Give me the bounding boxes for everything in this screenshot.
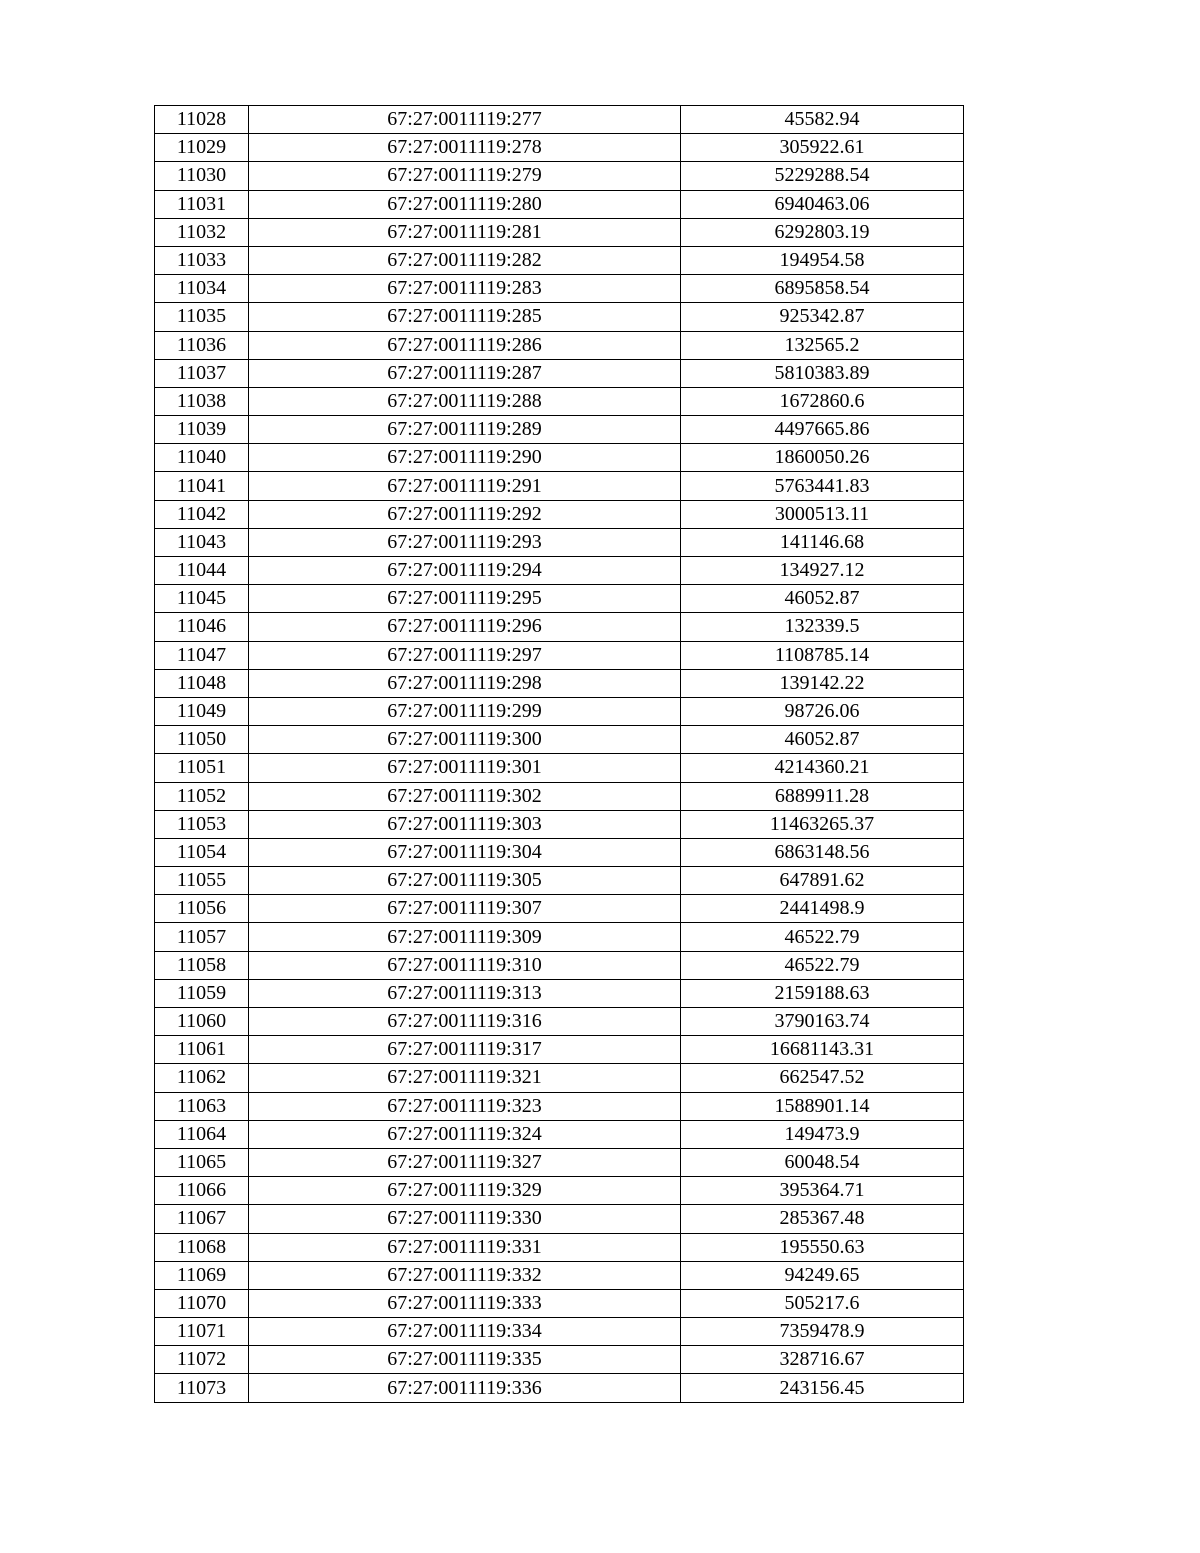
row-number-cell: 11038 [155, 387, 249, 415]
cadastral-number-cell: 67:27:0011119:293 [249, 528, 681, 556]
row-number-cell: 11049 [155, 697, 249, 725]
row-number-cell: 11044 [155, 557, 249, 585]
cadastral-number-cell: 67:27:0011119:285 [249, 303, 681, 331]
cadastral-value-cell: 4497665.86 [681, 416, 964, 444]
table-row [155, 106, 964, 134]
row-number-cell: 11035 [155, 303, 249, 331]
table-row [155, 218, 964, 246]
row-number-cell: 11063 [155, 1092, 249, 1120]
table-row [155, 472, 964, 500]
cadastral-value-cell: 195550.63 [681, 1233, 964, 1261]
row-number-cell: 11033 [155, 246, 249, 274]
cadastral-value-cell: 6940463.06 [681, 190, 964, 218]
row-number-cell: 11040 [155, 444, 249, 472]
row-number-cell: 11056 [155, 895, 249, 923]
row-number-cell: 11053 [155, 810, 249, 838]
cadastral-number-cell: 67:27:0011119:324 [249, 1120, 681, 1148]
row-number-cell: 11055 [155, 867, 249, 895]
row-number-cell: 11047 [155, 641, 249, 669]
row-number-cell: 11052 [155, 782, 249, 810]
cadastral-value-cell: 132339.5 [681, 613, 964, 641]
cadastral-number-cell: 67:27:0011119:295 [249, 585, 681, 613]
cadastral-number-cell: 67:27:0011119:307 [249, 895, 681, 923]
row-number-cell: 11042 [155, 500, 249, 528]
cadastral-value-cell: 647891.62 [681, 867, 964, 895]
cadastral-value-cell: 45582.94 [681, 106, 964, 134]
row-number-cell: 11046 [155, 613, 249, 641]
table-row [155, 190, 964, 218]
row-number-cell: 11068 [155, 1233, 249, 1261]
row-number-cell: 11065 [155, 1148, 249, 1176]
row-number-cell: 11071 [155, 1318, 249, 1346]
row-number-cell: 11029 [155, 134, 249, 162]
cadastral-number-cell: 67:27:0011119:289 [249, 416, 681, 444]
cadastral-value-cell: 5763441.83 [681, 472, 964, 500]
row-number-cell: 11072 [155, 1346, 249, 1374]
cadastral-value-cell: 505217.6 [681, 1289, 964, 1317]
table-row [155, 1261, 964, 1289]
table-row [155, 387, 964, 415]
table-row [155, 416, 964, 444]
cadastral-value-cell: 1588901.14 [681, 1092, 964, 1120]
row-number-cell: 11037 [155, 359, 249, 387]
cadastral-value-cell: 94249.65 [681, 1261, 964, 1289]
table-row [155, 528, 964, 556]
cadastral-number-cell: 67:27:0011119:283 [249, 275, 681, 303]
row-number-cell: 11060 [155, 1008, 249, 1036]
table-row [155, 557, 964, 585]
cadastral-value-cell: 134927.12 [681, 557, 964, 585]
table-row [155, 303, 964, 331]
cadastral-number-cell: 67:27:0011119:334 [249, 1318, 681, 1346]
row-number-cell: 11032 [155, 218, 249, 246]
table-row [155, 782, 964, 810]
row-number-cell: 11066 [155, 1177, 249, 1205]
row-number-cell: 11058 [155, 951, 249, 979]
cadastral-number-cell: 67:27:0011119:329 [249, 1177, 681, 1205]
row-number-cell: 11039 [155, 416, 249, 444]
row-number-cell: 11054 [155, 838, 249, 866]
cadastral-value-cell: 46522.79 [681, 951, 964, 979]
table-row [155, 331, 964, 359]
cadastral-number-cell: 67:27:0011119:280 [249, 190, 681, 218]
cadastral-value-cell: 194954.58 [681, 246, 964, 274]
cadastral-value-cell: 6292803.19 [681, 218, 964, 246]
table-row [155, 1120, 964, 1148]
cadastral-number-cell: 67:27:0011119:299 [249, 697, 681, 725]
cadastral-number-cell: 67:27:0011119:300 [249, 726, 681, 754]
table-row [155, 895, 964, 923]
row-number-cell: 11069 [155, 1261, 249, 1289]
cadastral-number-cell: 67:27:0011119:287 [249, 359, 681, 387]
cadastral-number-cell: 67:27:0011119:313 [249, 979, 681, 1007]
cadastral-value-cell: 2159188.63 [681, 979, 964, 1007]
cadastral-value-cell: 2441498.9 [681, 895, 964, 923]
table-row [155, 754, 964, 782]
cadastral-value-cell: 98726.06 [681, 697, 964, 725]
row-number-cell: 11031 [155, 190, 249, 218]
table-row [155, 500, 964, 528]
cadastral-value-cell: 3000513.11 [681, 500, 964, 528]
table-row [155, 669, 964, 697]
table-row [155, 1205, 964, 1233]
cadastral-value-cell: 1860050.26 [681, 444, 964, 472]
table-row [155, 359, 964, 387]
cadastral-number-cell: 67:27:0011119:277 [249, 106, 681, 134]
table-row [155, 1374, 964, 1402]
cadastral-value-cell: 132565.2 [681, 331, 964, 359]
cadastral-value-cell: 395364.71 [681, 1177, 964, 1205]
cadastral-number-cell: 67:27:0011119:279 [249, 162, 681, 190]
row-number-cell: 11041 [155, 472, 249, 500]
cadastral-value-cell: 5810383.89 [681, 359, 964, 387]
row-number-cell: 11061 [155, 1036, 249, 1064]
cadastral-number-cell: 67:27:0011119:301 [249, 754, 681, 782]
cadastral-number-cell: 67:27:0011119:317 [249, 1036, 681, 1064]
row-number-cell: 11057 [155, 923, 249, 951]
cadastral-number-cell: 67:27:0011119:332 [249, 1261, 681, 1289]
cadastral-value-cell: 46052.87 [681, 585, 964, 613]
cadastral-value-cell: 6863148.56 [681, 838, 964, 866]
table-row [155, 1148, 964, 1176]
table-row [155, 697, 964, 725]
table-row [155, 1064, 964, 1092]
table-row [155, 444, 964, 472]
table-row [155, 1346, 964, 1374]
cadastral-number-cell: 67:27:0011119:321 [249, 1064, 681, 1092]
cadastral-number-cell: 67:27:0011119:309 [249, 923, 681, 951]
cadastral-number-cell: 67:27:0011119:292 [249, 500, 681, 528]
table-row [155, 838, 964, 866]
cadastral-value-cell: 46052.87 [681, 726, 964, 754]
row-number-cell: 11070 [155, 1289, 249, 1317]
table-row [155, 1233, 964, 1261]
cadastral-number-cell: 67:27:0011119:303 [249, 810, 681, 838]
cadastral-number-cell: 67:27:0011119:302 [249, 782, 681, 810]
table-row [155, 134, 964, 162]
cadastral-number-cell: 67:27:0011119:316 [249, 1008, 681, 1036]
row-number-cell: 11048 [155, 669, 249, 697]
cadastral-number-cell: 67:27:0011119:304 [249, 838, 681, 866]
table-row [155, 923, 964, 951]
row-number-cell: 11064 [155, 1120, 249, 1148]
table-row [155, 162, 964, 190]
cadastral-number-cell: 67:27:0011119:294 [249, 557, 681, 585]
table-body [155, 106, 964, 1403]
cadastral-number-cell: 67:27:0011119:323 [249, 1092, 681, 1120]
cadastral-value-cell: 7359478.9 [681, 1318, 964, 1346]
cadastral-value-cell: 60048.54 [681, 1148, 964, 1176]
table-row [155, 1177, 964, 1205]
table-row [155, 1318, 964, 1346]
cadastral-number-cell: 67:27:0011119:336 [249, 1374, 681, 1402]
table-row [155, 1289, 964, 1317]
table-row [155, 726, 964, 754]
cadastral-number-cell: 67:27:0011119:327 [249, 1148, 681, 1176]
cadastral-value-cell: 1108785.14 [681, 641, 964, 669]
cadastral-number-cell: 67:27:0011119:305 [249, 867, 681, 895]
cadastral-number-cell: 67:27:0011119:333 [249, 1289, 681, 1317]
cadastral-value-cell: 305922.61 [681, 134, 964, 162]
table-row [155, 641, 964, 669]
table-row [155, 246, 964, 274]
cadastral-value-cell: 3790163.74 [681, 1008, 964, 1036]
row-number-cell: 11067 [155, 1205, 249, 1233]
table-row [155, 1008, 964, 1036]
cadastral-number-cell: 67:27:0011119:335 [249, 1346, 681, 1374]
row-number-cell: 11051 [155, 754, 249, 782]
table-row [155, 1036, 964, 1064]
cadastral-number-cell: 67:27:0011119:310 [249, 951, 681, 979]
cadastral-value-cell: 6895858.54 [681, 275, 964, 303]
row-number-cell: 11059 [155, 979, 249, 1007]
cadastral-value-cell: 141146.68 [681, 528, 964, 556]
table-row [155, 867, 964, 895]
cadastral-value-cell: 16681143.31 [681, 1036, 964, 1064]
row-number-cell: 11045 [155, 585, 249, 613]
row-number-cell: 11043 [155, 528, 249, 556]
cadastral-number-cell: 67:27:0011119:297 [249, 641, 681, 669]
row-number-cell: 11028 [155, 106, 249, 134]
cadastral-value-cell: 46522.79 [681, 923, 964, 951]
cadastral-number-cell: 67:27:0011119:330 [249, 1205, 681, 1233]
cadastral-value-cell: 4214360.21 [681, 754, 964, 782]
cadastral-value-cell: 11463265.37 [681, 810, 964, 838]
cadastral-value-cell: 5229288.54 [681, 162, 964, 190]
cadastral-value-cell: 285367.48 [681, 1205, 964, 1233]
cadastral-number-cell: 67:27:0011119:298 [249, 669, 681, 697]
cadastral-number-cell: 67:27:0011119:288 [249, 387, 681, 415]
cadastral-value-table [154, 105, 964, 1403]
table-row [155, 979, 964, 1007]
cadastral-number-cell: 67:27:0011119:281 [249, 218, 681, 246]
cadastral-number-cell: 67:27:0011119:286 [249, 331, 681, 359]
table-row [155, 951, 964, 979]
cadastral-value-cell: 149473.9 [681, 1120, 964, 1148]
table-row [155, 585, 964, 613]
cadastral-value-cell: 243156.45 [681, 1374, 964, 1402]
cadastral-value-cell: 662547.52 [681, 1064, 964, 1092]
cadastral-number-cell: 67:27:0011119:282 [249, 246, 681, 274]
table-row [155, 810, 964, 838]
cadastral-number-cell: 67:27:0011119:331 [249, 1233, 681, 1261]
row-number-cell: 11062 [155, 1064, 249, 1092]
row-number-cell: 11073 [155, 1374, 249, 1402]
cadastral-number-cell: 67:27:0011119:291 [249, 472, 681, 500]
cadastral-value-cell: 328716.67 [681, 1346, 964, 1374]
cadastral-number-cell: 67:27:0011119:278 [249, 134, 681, 162]
cadastral-value-cell: 1672860.6 [681, 387, 964, 415]
cadastral-number-cell: 67:27:0011119:290 [249, 444, 681, 472]
cadastral-number-cell: 67:27:0011119:296 [249, 613, 681, 641]
cadastral-value-cell: 925342.87 [681, 303, 964, 331]
cadastral-value-cell: 139142.22 [681, 669, 964, 697]
row-number-cell: 11030 [155, 162, 249, 190]
cadastral-value-cell: 6889911.28 [681, 782, 964, 810]
table-row [155, 613, 964, 641]
row-number-cell: 11034 [155, 275, 249, 303]
table-row [155, 1092, 964, 1120]
row-number-cell: 11050 [155, 726, 249, 754]
table-row [155, 275, 964, 303]
row-number-cell: 11036 [155, 331, 249, 359]
